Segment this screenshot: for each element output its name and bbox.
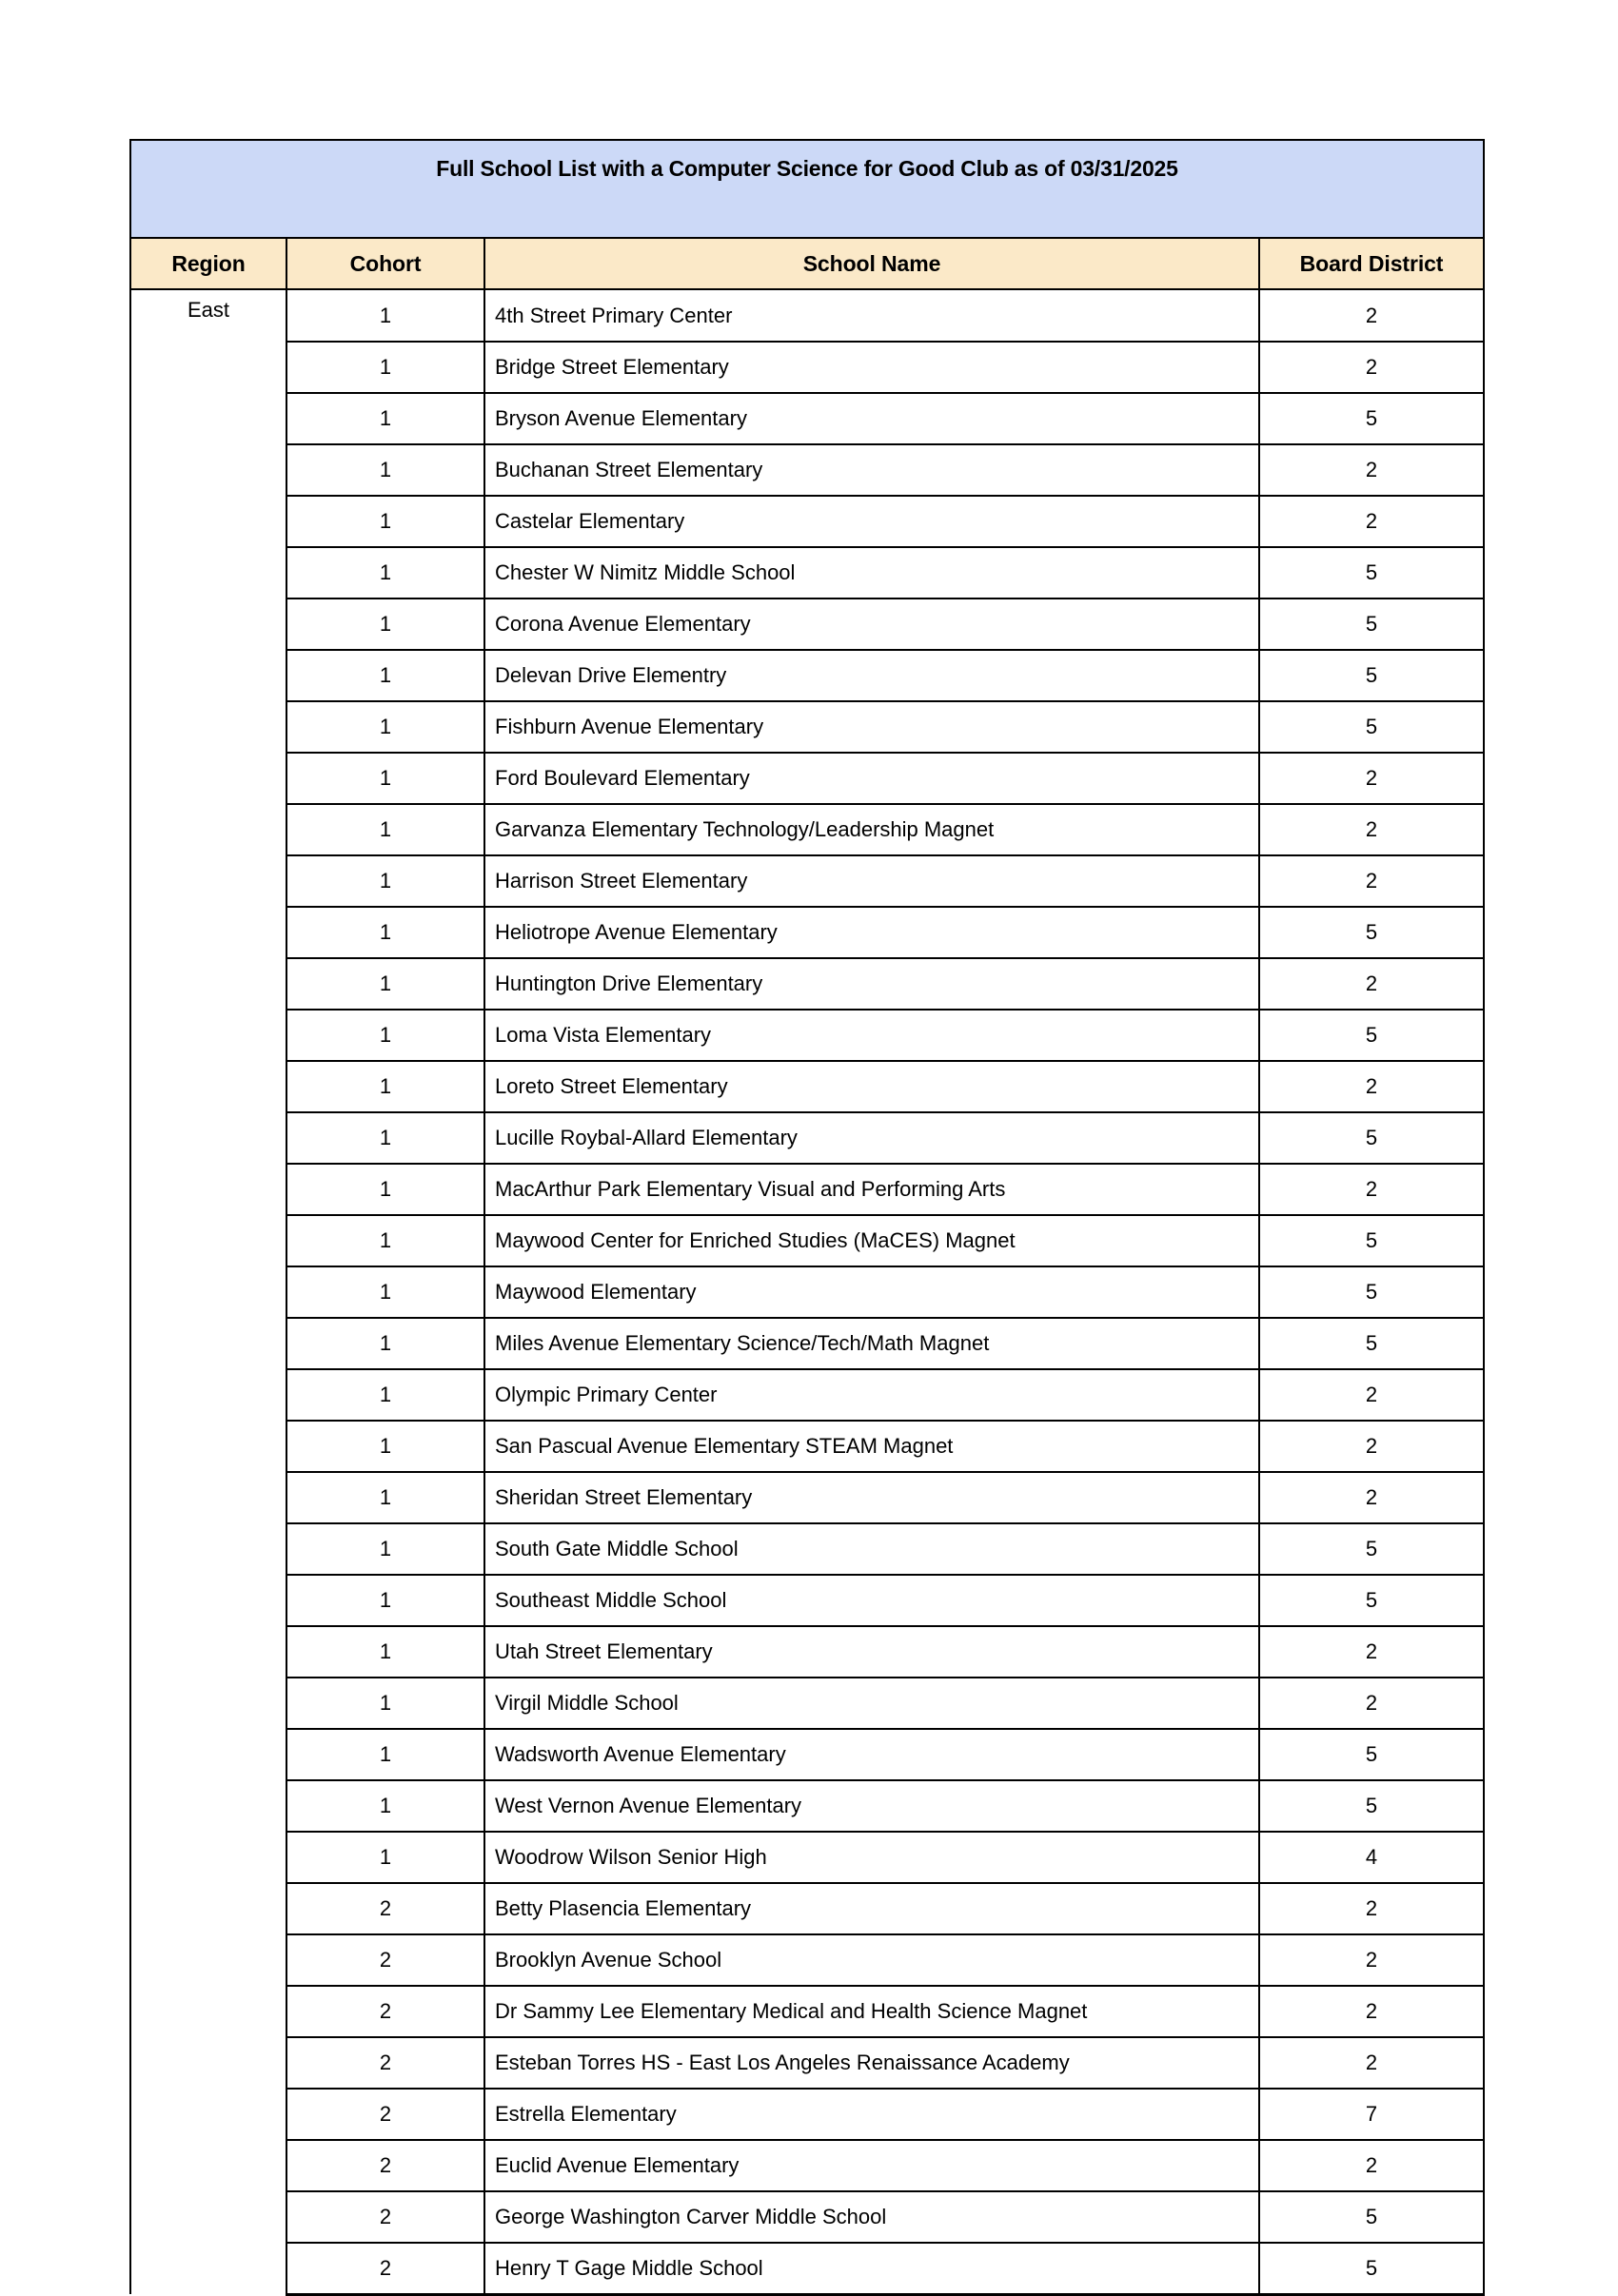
cell-board-district: 5	[1259, 1112, 1484, 1164]
cell-region	[130, 1164, 286, 1215]
cell-board-district: 5	[1259, 1318, 1484, 1369]
cell-board-district: 2	[1259, 2037, 1484, 2089]
cell-school-name: George Washington Carver Middle School	[484, 2191, 1259, 2243]
cell-board-district: 5	[1259, 650, 1484, 701]
table-row	[130, 342, 1484, 393]
cell-school-name: Delevan Drive Elementry	[484, 650, 1259, 701]
cell-school-name: Sheridan Street Elementary	[484, 1472, 1259, 1523]
cell-board-district: 5	[1259, 599, 1484, 650]
table-title-row	[130, 140, 1484, 238]
cell-school-name: Olympic Primary Center	[484, 1369, 1259, 1421]
cell-school-name: Fishburn Avenue Elementary	[484, 701, 1259, 753]
table-row	[130, 753, 1484, 804]
table-row	[130, 701, 1484, 753]
cell-region	[130, 1369, 286, 1421]
cell-cohort: 1	[286, 342, 484, 393]
column-header-district: Board District	[1259, 238, 1484, 289]
table-row	[130, 1421, 1484, 1472]
cell-cohort: 2	[286, 2243, 484, 2294]
cell-school-name: Loreto Street Elementary	[484, 1061, 1259, 1112]
cell-board-district: 2	[1259, 855, 1484, 907]
table-row	[130, 393, 1484, 444]
cell-board-district: 5	[1259, 1729, 1484, 1780]
cell-school-name: Henry T Gage Middle School	[484, 2243, 1259, 2294]
cell-region	[130, 496, 286, 547]
table-row	[130, 1112, 1484, 1164]
cell-region	[130, 547, 286, 599]
cell-region	[130, 804, 286, 855]
cell-school-name: Esteban Torres HS - East Los Angeles Renaissance Academy	[484, 2037, 1259, 2089]
table-row	[130, 1678, 1484, 1729]
table-row	[130, 1318, 1484, 1369]
table-row	[130, 958, 1484, 1010]
cell-cohort: 1	[286, 1164, 484, 1215]
table-row	[130, 907, 1484, 958]
table-body	[130, 140, 1484, 2294]
cell-region	[130, 753, 286, 804]
cell-cohort: 1	[286, 444, 484, 496]
cell-cohort: 1	[286, 855, 484, 907]
cell-board-district: 5	[1259, 1575, 1484, 1626]
cell-region	[130, 1318, 286, 1369]
cell-region	[130, 1575, 286, 1626]
table-row	[130, 2191, 1484, 2243]
cell-cohort: 1	[286, 1266, 484, 1318]
cell-school-name: Virgil Middle School	[484, 1678, 1259, 1729]
cell-cohort: 1	[286, 1626, 484, 1678]
cell-board-district: 2	[1259, 1883, 1484, 1934]
table-row	[130, 444, 1484, 496]
table-row	[130, 1164, 1484, 1215]
table-row	[130, 2037, 1484, 2089]
cell-cohort: 1	[286, 1318, 484, 1369]
table-header-row	[130, 238, 1484, 289]
cell-region	[130, 907, 286, 958]
cell-school-name: Maywood Elementary	[484, 1266, 1259, 1318]
cell-region	[130, 2140, 286, 2191]
table-row	[130, 1523, 1484, 1575]
cell-school-name: Woodrow Wilson Senior High	[484, 1832, 1259, 1883]
cell-cohort: 1	[286, 753, 484, 804]
table-row	[130, 1010, 1484, 1061]
cell-cohort: 1	[286, 1780, 484, 1832]
cell-board-district: 2	[1259, 1626, 1484, 1678]
cell-region	[130, 2089, 286, 2140]
cell-board-district: 5	[1259, 701, 1484, 753]
cell-cohort: 1	[286, 1112, 484, 1164]
cell-cohort: 1	[286, 650, 484, 701]
cell-school-name: Loma Vista Elementary	[484, 1010, 1259, 1061]
cell-region	[130, 1112, 286, 1164]
table-row	[130, 289, 1484, 342]
cell-region	[130, 1523, 286, 1575]
cell-board-district: 2	[1259, 804, 1484, 855]
cell-region	[130, 342, 286, 393]
table-row	[130, 1472, 1484, 1523]
cell-board-district: 2	[1259, 2140, 1484, 2191]
cell-board-district: 5	[1259, 1215, 1484, 1266]
column-header-school: School Name	[484, 238, 1259, 289]
table-row	[130, 1729, 1484, 1780]
cell-cohort: 1	[286, 393, 484, 444]
cell-region	[130, 2191, 286, 2243]
cell-school-name: Garvanza Elementary Technology/Leadership Magnet	[484, 804, 1259, 855]
cell-board-district: 2	[1259, 444, 1484, 496]
cell-region	[130, 1883, 286, 1934]
cell-cohort: 1	[286, 1061, 484, 1112]
cell-school-name: Southeast Middle School	[484, 1575, 1259, 1626]
cell-board-district: 5	[1259, 907, 1484, 958]
school-list-table	[129, 139, 1485, 2296]
cell-region	[130, 1010, 286, 1061]
table-row	[130, 1883, 1484, 1934]
cell-school-name: Maywood Center for Enriched Studies (MaCES) Magnet	[484, 1215, 1259, 1266]
cell-school-name: West Vernon Avenue Elementary	[484, 1780, 1259, 1832]
table-row	[130, 1061, 1484, 1112]
table-row	[130, 2089, 1484, 2140]
cell-region	[130, 1986, 286, 2037]
cell-region	[130, 958, 286, 1010]
cell-school-name: South Gate Middle School	[484, 1523, 1259, 1575]
cell-board-district: 2	[1259, 1472, 1484, 1523]
cell-cohort: 1	[286, 1369, 484, 1421]
cell-board-district: 5	[1259, 547, 1484, 599]
cell-cohort: 1	[286, 907, 484, 958]
cell-school-name: Estrella Elementary	[484, 2089, 1259, 2140]
cell-board-district: 2	[1259, 753, 1484, 804]
cell-school-name: Euclid Avenue Elementary	[484, 2140, 1259, 2191]
table-row	[130, 1575, 1484, 1626]
cell-cohort: 1	[286, 1215, 484, 1266]
column-header-cohort: Cohort	[286, 238, 484, 289]
cell-board-district: 2	[1259, 1369, 1484, 1421]
cell-school-name: MacArthur Park Elementary Visual and Performing Arts	[484, 1164, 1259, 1215]
cell-school-name: 4th Street Primary Center	[484, 289, 1259, 342]
cell-region	[130, 701, 286, 753]
cell-cohort: 2	[286, 2140, 484, 2191]
cell-school-name: Brooklyn Avenue School	[484, 1934, 1259, 1986]
cell-cohort: 1	[286, 1575, 484, 1626]
cell-cohort: 1	[286, 1523, 484, 1575]
cell-cohort: 1	[286, 701, 484, 753]
cell-region	[130, 1061, 286, 1112]
cell-school-name: Utah Street Elementary	[484, 1626, 1259, 1678]
table-row	[130, 547, 1484, 599]
cell-school-name: Bryson Avenue Elementary	[484, 393, 1259, 444]
cell-region	[130, 1421, 286, 1472]
cell-school-name: Lucille Roybal-Allard Elementary	[484, 1112, 1259, 1164]
cell-board-district: 5	[1259, 2191, 1484, 2243]
cell-cohort: 2	[286, 2191, 484, 2243]
cell-school-name: Corona Avenue Elementary	[484, 599, 1259, 650]
cell-cohort: 2	[286, 2089, 484, 2140]
table-row	[130, 1832, 1484, 1883]
cell-board-district: 2	[1259, 1986, 1484, 2037]
table-row	[130, 1266, 1484, 1318]
cell-region	[130, 1934, 286, 1986]
cell-board-district: 5	[1259, 2243, 1484, 2294]
cell-region	[130, 1626, 286, 1678]
cell-cohort: 1	[286, 1678, 484, 1729]
table-row	[130, 599, 1484, 650]
cell-cohort: 1	[286, 1010, 484, 1061]
cell-school-name: Harrison Street Elementary	[484, 855, 1259, 907]
cell-board-district: 2	[1259, 1164, 1484, 1215]
cell-cohort: 1	[286, 1729, 484, 1780]
table-row	[130, 1780, 1484, 1832]
cell-board-district: 5	[1259, 1523, 1484, 1575]
cell-region	[130, 2243, 286, 2294]
table-row	[130, 2140, 1484, 2191]
cell-board-district: 2	[1259, 1061, 1484, 1112]
cell-board-district: 2	[1259, 958, 1484, 1010]
cell-board-district: 2	[1259, 1678, 1484, 1729]
cell-board-district: 5	[1259, 1266, 1484, 1318]
cell-region	[130, 1266, 286, 1318]
cell-cohort: 1	[286, 547, 484, 599]
cell-school-name: Chester W Nimitz Middle School	[484, 547, 1259, 599]
cell-school-name: Miles Avenue Elementary Science/Tech/Math Magnet	[484, 1318, 1259, 1369]
cell-cohort: 2	[286, 1934, 484, 1986]
column-header-region: Region	[130, 238, 286, 289]
cell-region	[130, 1780, 286, 1832]
table-row	[130, 2243, 1484, 2294]
cell-board-district: 5	[1259, 1780, 1484, 1832]
cell-region	[130, 855, 286, 907]
cell-region	[130, 1215, 286, 1266]
cell-board-district: 2	[1259, 1421, 1484, 1472]
cell-board-district: 4	[1259, 1832, 1484, 1883]
cell-cohort: 1	[286, 599, 484, 650]
cell-region	[130, 393, 286, 444]
table-row	[130, 496, 1484, 547]
table-row	[130, 1986, 1484, 2037]
table-row	[130, 650, 1484, 701]
cell-region	[130, 1729, 286, 1780]
cell-region	[130, 1832, 286, 1883]
cell-school-name: Heliotrope Avenue Elementary	[484, 907, 1259, 958]
cell-board-district: 5	[1259, 1010, 1484, 1061]
cell-school-name: Huntington Drive Elementary	[484, 958, 1259, 1010]
table-row	[130, 1369, 1484, 1421]
cell-cohort: 1	[286, 958, 484, 1010]
cell-region: East	[130, 289, 286, 342]
cell-cohort: 2	[286, 2037, 484, 2089]
cell-board-district: 2	[1259, 289, 1484, 342]
cell-region	[130, 444, 286, 496]
cell-board-district: 2	[1259, 342, 1484, 393]
cell-board-district: 2	[1259, 1934, 1484, 1986]
cell-cohort: 1	[286, 1832, 484, 1883]
cell-cohort: 1	[286, 496, 484, 547]
cell-region	[130, 1472, 286, 1523]
cell-cohort: 2	[286, 1883, 484, 1934]
cell-region	[130, 1678, 286, 1729]
table-row	[130, 1934, 1484, 1986]
cell-school-name: Dr Sammy Lee Elementary Medical and Health Science Magnet	[484, 1986, 1259, 2037]
table-row	[130, 855, 1484, 907]
cell-board-district: 5	[1259, 393, 1484, 444]
cell-cohort: 2	[286, 1986, 484, 2037]
cell-region	[130, 650, 286, 701]
table-row	[130, 804, 1484, 855]
cell-cohort: 1	[286, 1421, 484, 1472]
table-row	[130, 1215, 1484, 1266]
school-list-table-wrapper	[129, 139, 1483, 2296]
cell-school-name: Betty Plasencia Elementary	[484, 1883, 1259, 1934]
cell-board-district: 2	[1259, 496, 1484, 547]
cell-cohort: 1	[286, 1472, 484, 1523]
cell-school-name: Wadsworth Avenue Elementary	[484, 1729, 1259, 1780]
cell-school-name: Ford Boulevard Elementary	[484, 753, 1259, 804]
cell-school-name: Buchanan Street Elementary	[484, 444, 1259, 496]
cell-school-name: San Pascual Avenue Elementary STEAM Magnet	[484, 1421, 1259, 1472]
page-title: Full School List with a Computer Science for Good Club as of 03/31/2025	[130, 140, 1484, 238]
cell-school-name: Bridge Street Elementary	[484, 342, 1259, 393]
cell-cohort: 1	[286, 804, 484, 855]
cell-school-name: Castelar Elementary	[484, 496, 1259, 547]
cell-region	[130, 2037, 286, 2089]
cell-cohort: 1	[286, 289, 484, 342]
table-row	[130, 1626, 1484, 1678]
cell-board-district: 7	[1259, 2089, 1484, 2140]
cell-region	[130, 599, 286, 650]
